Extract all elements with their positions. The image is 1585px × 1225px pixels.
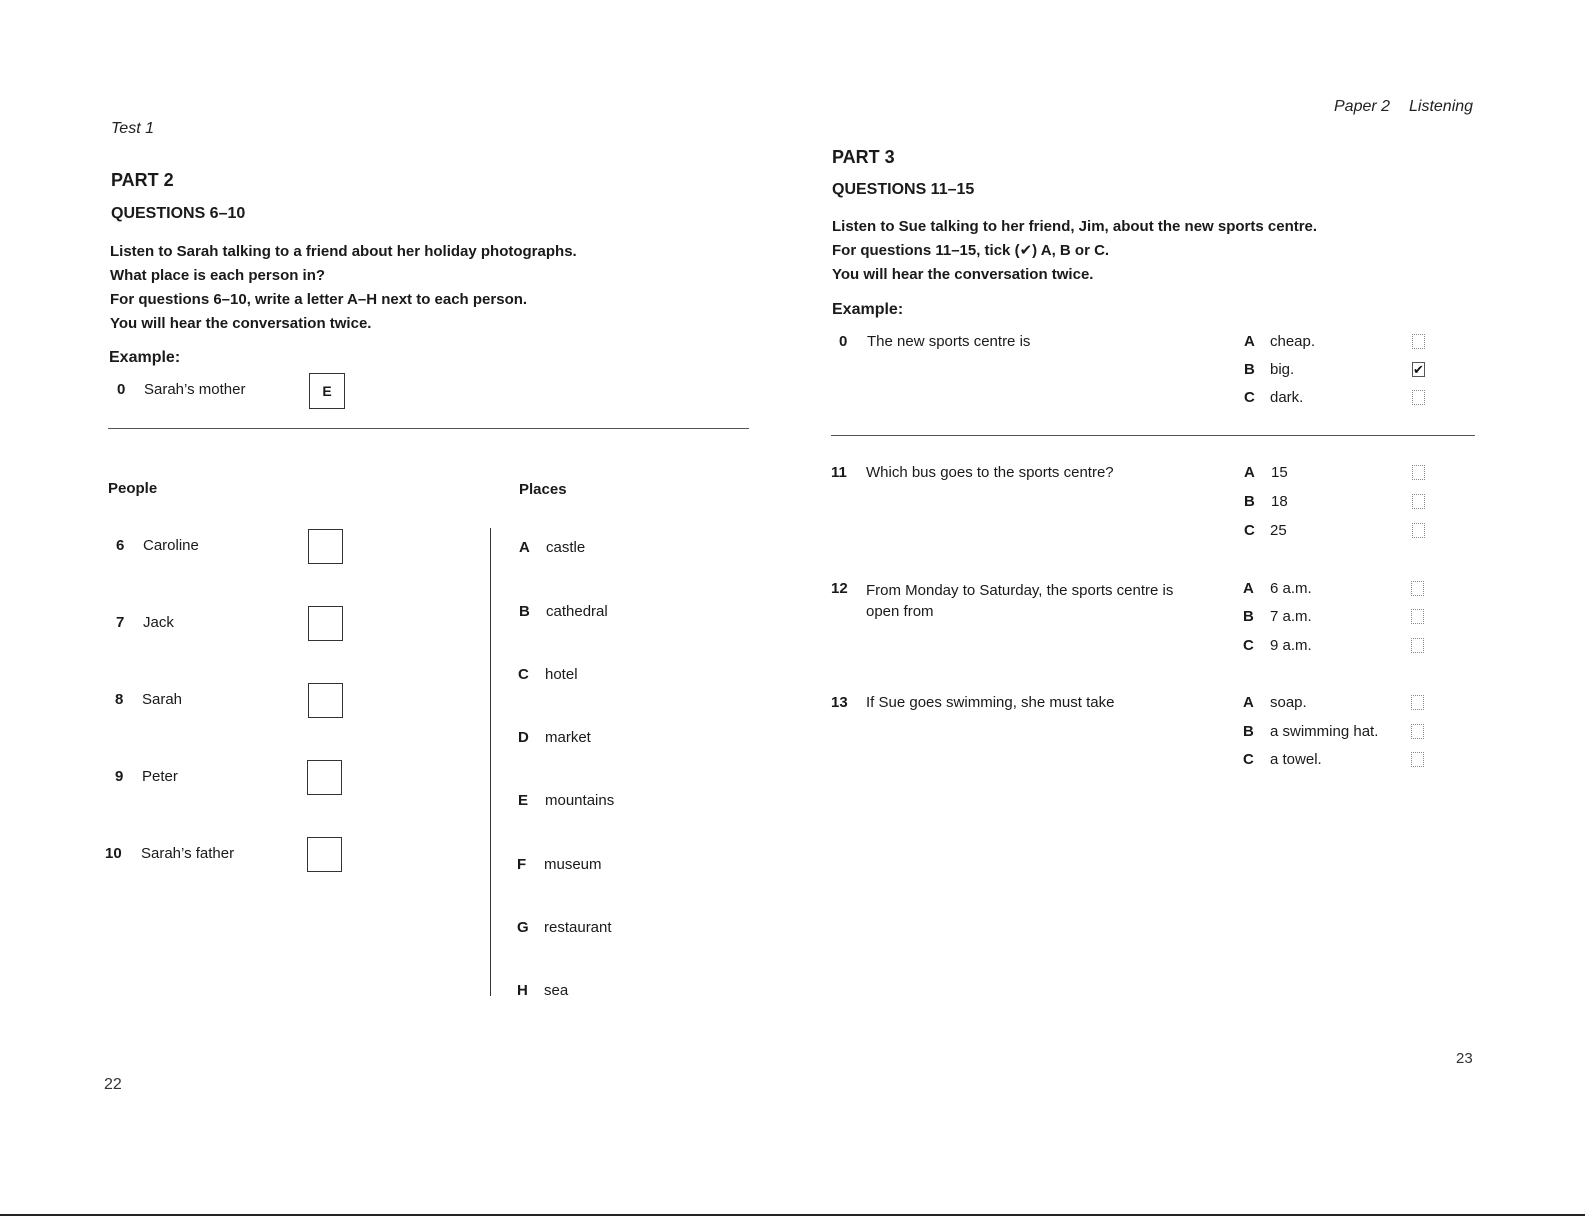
instruction-line: What place is each person in?: [110, 267, 326, 284]
example-number: 0: [117, 381, 126, 398]
places-header: Places: [519, 481, 567, 498]
tick-box-13c[interactable]: [1411, 752, 1424, 767]
instruction-line: Listen to Sue talking to her friend, Jim, about the new sports centre.: [832, 218, 1318, 235]
person-name: Caroline: [143, 537, 199, 554]
divider: [108, 428, 749, 429]
running-head-section: Listening: [1409, 98, 1474, 115]
answer-box-7[interactable]: [308, 606, 343, 641]
tick-box: [1412, 334, 1425, 349]
person-number: 7: [116, 614, 125, 631]
part-heading: PART 3: [832, 147, 895, 167]
tick-box-11a[interactable]: [1412, 465, 1425, 480]
tick-box-12c[interactable]: [1411, 638, 1424, 653]
part-heading: PART 2: [111, 170, 174, 190]
instruction-line: Listen to Sarah talking to a friend about her holiday photographs.: [110, 243, 577, 260]
option-letter: C: [1243, 637, 1254, 654]
option-letter: A: [1244, 333, 1255, 350]
question-text: If Sue goes swimming, she must take: [866, 694, 1115, 711]
places-rule: [490, 528, 491, 996]
place-name: sea: [544, 982, 569, 999]
question-text: Which bus goes to the sports centre?: [866, 464, 1114, 481]
option-letter: C: [1244, 389, 1255, 406]
question-number: 12: [831, 580, 848, 597]
person-number: 9: [115, 768, 124, 785]
running-head: Test 1: [111, 120, 154, 137]
question-line: open from: [866, 603, 934, 620]
option-text: 18: [1271, 493, 1288, 510]
person-number: 10: [105, 845, 122, 862]
place-name: castle: [546, 539, 586, 556]
tick-box-11b[interactable]: [1412, 494, 1425, 509]
option-text: big.: [1270, 361, 1295, 378]
option-letter: A: [1243, 694, 1254, 711]
question-text: [866, 580, 1173, 622]
place-name: museum: [544, 856, 602, 873]
option-letter: B: [1243, 608, 1254, 625]
question-line: From Monday to Saturday, the sports centre is: [866, 582, 1174, 599]
option-letter: B: [1243, 723, 1254, 740]
question-text: The new sports centre is: [867, 333, 1031, 350]
option-text: a towel.: [1270, 751, 1322, 768]
option-text: 25: [1270, 522, 1287, 539]
option-text: 7 a.m.: [1270, 608, 1312, 625]
option-letter: B: [1244, 361, 1255, 378]
instruction-line: You will hear the conversation twice.: [832, 266, 1094, 283]
place-letter: C: [518, 666, 529, 683]
place-letter: D: [518, 729, 529, 746]
option-letter: B: [1244, 493, 1255, 510]
page-number-left: 22: [104, 1076, 122, 1093]
place-letter: H: [517, 982, 528, 999]
person-name: Jack: [143, 614, 174, 631]
option-text: dark.: [1270, 389, 1304, 406]
question-number: 13: [831, 694, 848, 711]
question-number: 11: [831, 464, 847, 481]
instruction-line: For questions 11–15, tick (✔) A, B or C.: [832, 242, 1110, 259]
option-text: 9 a.m.: [1270, 637, 1312, 654]
answer-box-10[interactable]: [307, 837, 342, 872]
tick-box: [1412, 390, 1425, 405]
tick-box-11c[interactable]: [1412, 523, 1425, 538]
option-letter: A: [1244, 464, 1255, 481]
person-name: Peter: [142, 768, 178, 785]
people-header: People: [108, 480, 158, 497]
option-text: 6 a.m.: [1270, 580, 1312, 597]
instruction-line: For questions 6–10, write a letter A–H next to each person.: [110, 291, 528, 308]
question-number: 0: [839, 333, 848, 350]
place-name: restaurant: [544, 919, 612, 936]
place-letter: A: [519, 539, 530, 556]
answer-box-9[interactable]: [307, 760, 342, 795]
example-label: Example:: [109, 349, 181, 366]
option-letter: A: [1243, 580, 1254, 597]
place-name: cathedral: [546, 603, 608, 620]
option-text: soap.: [1270, 694, 1307, 711]
place-letter: G: [517, 919, 529, 936]
instruction-line: You will hear the conversation twice.: [110, 315, 372, 332]
answer-box-8[interactable]: [308, 683, 343, 718]
tick-box-12a[interactable]: [1411, 581, 1424, 596]
person-number: 6: [116, 537, 125, 554]
place-letter: F: [517, 856, 527, 873]
place-name: hotel: [545, 666, 578, 683]
option-text: 15: [1271, 464, 1288, 481]
person-name: Sarah: [142, 691, 183, 708]
bottom-edge: [0, 1214, 1585, 1216]
divider: [831, 435, 1475, 436]
running-head-paper: Paper 2: [1334, 98, 1391, 115]
place-letter: E: [518, 792, 529, 809]
tick-box-12b[interactable]: [1411, 609, 1424, 624]
person-number: 8: [115, 691, 124, 708]
place-name: market: [545, 729, 591, 746]
example-person: Sarah’s mother: [144, 381, 246, 398]
person-name: Sarah’s father: [141, 845, 235, 862]
tick-box-checked: ✔: [1413, 362, 1424, 377]
place-letter: B: [519, 603, 530, 620]
option-text: a swimming hat.: [1270, 723, 1379, 740]
example-label: Example:: [832, 301, 904, 318]
tick-box-13a[interactable]: [1411, 695, 1424, 710]
tick-box-13b[interactable]: [1411, 724, 1424, 739]
questions-heading: QUESTIONS 6–10: [111, 205, 246, 222]
page-number-right: 23: [1456, 1050, 1473, 1067]
instructions: [832, 215, 1317, 287]
option-letter: C: [1243, 751, 1254, 768]
option-text: cheap.: [1270, 333, 1316, 350]
place-name: mountains: [545, 792, 615, 809]
instructions: [110, 240, 577, 336]
option-letter: C: [1244, 522, 1255, 539]
answer-box-6[interactable]: [308, 529, 343, 564]
questions-heading: QUESTIONS 11–15: [832, 181, 975, 198]
example-answer-box: E: [309, 373, 345, 409]
